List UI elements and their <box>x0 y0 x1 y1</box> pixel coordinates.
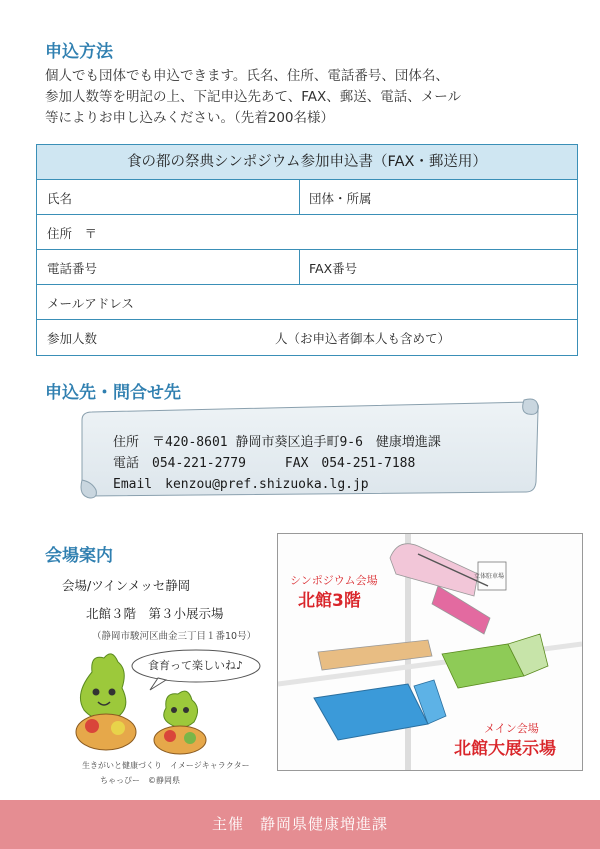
section-heading-contact: 申込先・問合せ先 <box>45 383 181 403</box>
map-label-north-hall-3f: 北館3階 <box>298 591 361 611</box>
intro-line-3: 等によりお申し込みください。（先着200名様） <box>45 110 335 126</box>
phone-field-label: 電話番号 <box>47 261 98 276</box>
form-row-address <box>37 215 577 250</box>
intro-line-2: 参加人数等を明記の上、下記申込先あて、FAX、郵送、電話、メール <box>45 89 461 105</box>
venue-hall: 北館３階 第３小展示場 <box>86 606 224 621</box>
section-heading-venue: 会場案内 <box>45 546 113 566</box>
venue-name: 会場/ツインメッセ静岡 <box>62 578 191 593</box>
form-row-name <box>37 180 577 215</box>
email-field-label: メールアドレス <box>47 296 134 311</box>
application-description <box>45 66 575 129</box>
contact-address: 住所 〒420-8601 静岡市葵区追手町9-6 健康増進課 <box>113 435 441 450</box>
form-row-phone <box>37 250 577 285</box>
character-caption-1: 生きがいと健康づくり イメージキャラクター <box>82 761 250 770</box>
form-row-count <box>37 320 577 355</box>
footer-organizer: 主催 静岡県健康増進課 <box>0 800 600 849</box>
map-label-parking: 立体駐車場 <box>474 573 505 580</box>
map-label-symposium-venue: シンポジウム会場 <box>290 574 378 587</box>
form-title: 食の都の祭典シンポジウム参加申込書（FAX・郵送用） <box>37 145 577 180</box>
form-row-email <box>37 285 577 320</box>
character-speech-bubble: 食育って楽しいね♪ <box>148 659 244 672</box>
name-field-label: 氏名 <box>47 191 73 206</box>
venue-map <box>277 533 583 771</box>
count-field-label: 参加人数 <box>47 331 98 346</box>
map-label-main-venue: メイン会場 <box>484 722 539 735</box>
row-divider <box>299 250 300 284</box>
fax-field-label: FAX番号 <box>309 261 358 276</box>
row-divider <box>299 180 300 214</box>
count-unit-label: 人（お申込者御本人も含めて） <box>275 331 451 346</box>
contact-email: Email kenzou@pref.shizuoka.lg.jp <box>113 477 369 492</box>
section-heading-application: 申込方法 <box>45 42 113 62</box>
intro-line-1: 個人でも団体でも申込できます。氏名、住所、電話番号、団体名、 <box>45 68 449 84</box>
application-form <box>36 144 578 356</box>
org-field-label: 団体・所属 <box>309 191 372 206</box>
address-field-label: 住所 〒 <box>47 226 98 241</box>
contact-phone-fax: 電話 054-221-2779 FAX 054-251-7188 <box>113 456 416 471</box>
venue-address: （静岡市駿河区曲金三丁目１番10号） <box>92 631 257 642</box>
map-label-north-main-hall: 北館大展示場 <box>454 739 556 759</box>
character-caption-2: ちゃっぴー ©静岡県 <box>100 776 180 785</box>
